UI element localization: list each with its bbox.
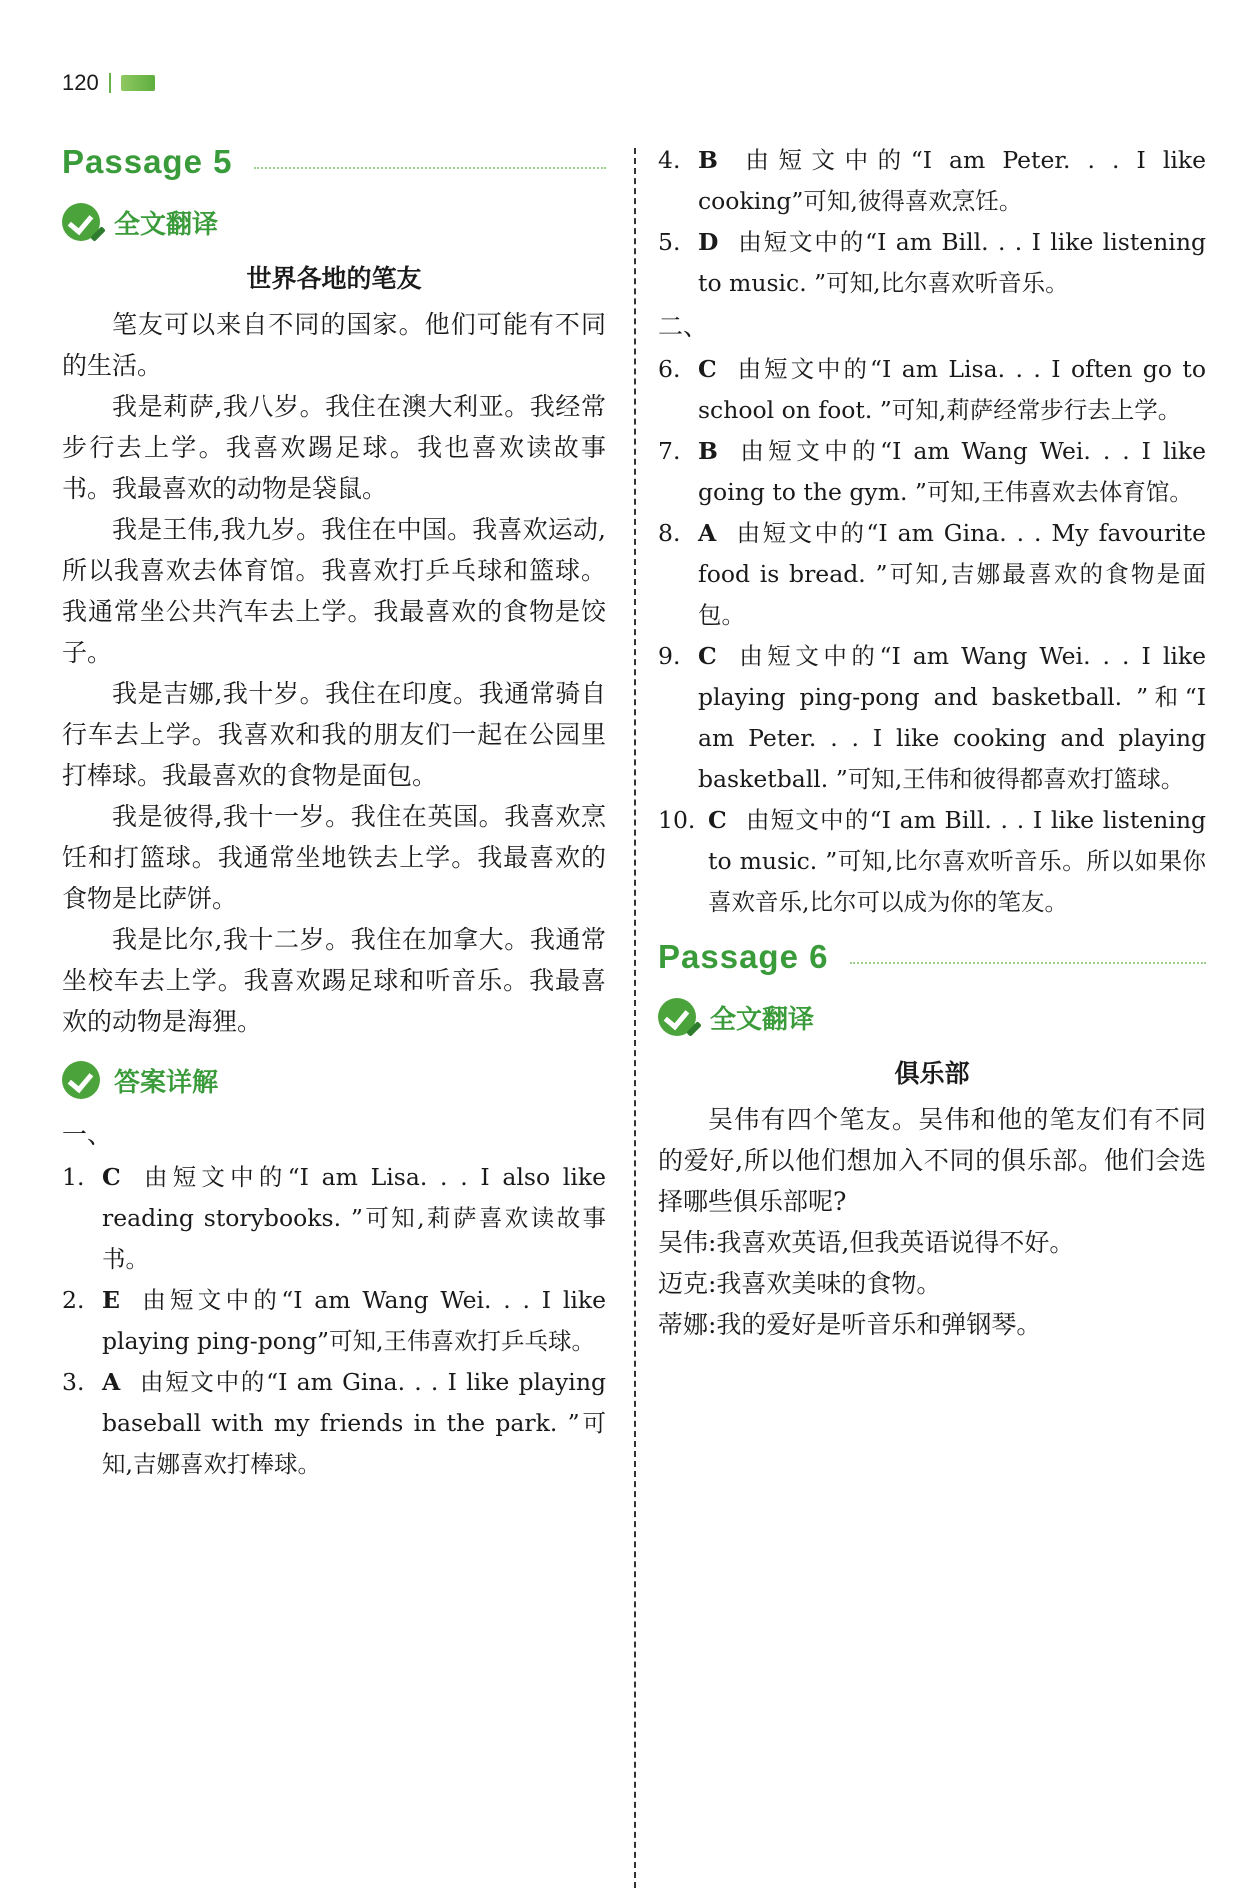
translation-section-header bbox=[62, 190, 606, 254]
answer-item bbox=[658, 222, 1206, 304]
answers-label: 答案详解 bbox=[114, 1067, 219, 1098]
answer-item bbox=[62, 1157, 606, 1280]
answer-explanation: 由短文中的“I am Wang Wei. . . I like playing ping-pong and basketball. ”和“I am Peter. . . I like cooking and playing basketball. ”可知,王伟和彼得都喜欢打篮球。 bbox=[698, 642, 1206, 793]
right-column bbox=[658, 140, 1206, 1345]
part-one-label: 一、 bbox=[62, 1120, 113, 1149]
translation-paragraph: 我是莉萨,我八岁。我住在澳大利亚。我经常步行去上学。我喜欢踢足球。我也喜欢读故事书。我最喜欢的动物是袋鼠。 bbox=[62, 392, 606, 503]
dialogue-line: 迈克:我喜欢美味的食物。 bbox=[658, 1269, 942, 1298]
passage-5-title: Passage 5 bbox=[62, 143, 233, 180]
pen-check-icon bbox=[658, 998, 696, 1036]
item-number: 6. bbox=[658, 355, 681, 383]
dotted-rule bbox=[254, 167, 606, 169]
book-logo-icon bbox=[121, 75, 155, 91]
answer-item bbox=[658, 800, 1206, 923]
item-number: 4. bbox=[658, 146, 681, 174]
answer-explanation: 由短文中的“I am Wang Wei. . . I like going to the gym. ”可知,王伟喜欢去体育馆。 bbox=[698, 437, 1206, 506]
translation-paragraph: 我是王伟,我九岁。我住在中国。我喜欢运动,所以我喜欢去体育馆。我喜欢打乒乓球和篮球。我通常坐公共汽车去上学。我最喜欢的食物是饺子。 bbox=[62, 515, 606, 667]
translation-paragraph: 我是吉娜,我十岁。我住在印度。我通常骑自行车去上学。我喜欢和我的朋友们一起在公园里打棒球。我最喜欢的食物是面包。 bbox=[62, 679, 606, 790]
translation-paragraph: 笔友可以来自不同的国家。他们可能有不同的生活。 bbox=[62, 310, 606, 380]
answer-explanation: 由短文中的“I am Bill. . . I like listening to music. ”可知,比尔喜欢听音乐。所以如果你喜欢音乐,比尔可以成为你的笔友。 bbox=[708, 806, 1206, 916]
dialogue-line: 蒂娜:我的爱好是听音乐和弹钢琴。 bbox=[658, 1310, 1042, 1339]
translation-label: 全文翻译 bbox=[710, 1004, 815, 1035]
item-number: 2. bbox=[62, 1286, 85, 1314]
page-number: 120 bbox=[62, 70, 99, 95]
answer-item bbox=[62, 1362, 606, 1485]
dialogue-line: 吴伟:我喜欢英语,但我英语说得不好。 bbox=[658, 1228, 1075, 1257]
item-number: 3. bbox=[62, 1368, 85, 1396]
part-two-label: 二、 bbox=[658, 312, 709, 341]
translation-paragraph: 我是比尔,我十二岁。我住在加拿大。我通常坐校车去上学。我喜欢踢足球和听音乐。我最喜欢的动物是海狸。 bbox=[62, 925, 606, 1036]
translation-title: 俱乐部 bbox=[894, 1059, 970, 1088]
answer-letter: C bbox=[102, 1163, 121, 1191]
answer-explanation: 由短文中的“I am Bill. . . I like listening to music. ”可知,比尔喜欢听音乐。 bbox=[698, 228, 1206, 297]
answer-letter: C bbox=[698, 355, 717, 383]
item-number: 5. bbox=[658, 228, 681, 256]
answers-section-header bbox=[62, 1048, 606, 1112]
answer-item bbox=[658, 431, 1206, 513]
answer-letter: A bbox=[102, 1368, 121, 1396]
answer-explanation: 由短文中的“I am Wang Wei. . . I like playing ping-pong”可知,王伟喜欢打乒乓球。 bbox=[102, 1286, 606, 1355]
translation-title: 世界各地的笔友 bbox=[246, 264, 422, 293]
answer-item bbox=[658, 513, 1206, 636]
answer-letter: B bbox=[698, 146, 718, 174]
answer-letter: B bbox=[698, 437, 718, 465]
answer-explanation: 由短文中的“I am Gina. . . I like playing baseball with my friends in the park. ”可知,吉娜喜欢打棒球。 bbox=[102, 1368, 606, 1478]
answer-item bbox=[658, 349, 1206, 431]
column-divider bbox=[634, 148, 636, 1888]
item-number: 7. bbox=[658, 437, 681, 465]
passage-6-title: Passage 6 bbox=[658, 938, 829, 975]
answer-item bbox=[62, 1280, 606, 1362]
answer-item bbox=[658, 140, 1206, 222]
translation-paragraph: 吴伟有四个笔友。吴伟和他的笔友们有不同的爱好,所以他们想加入不同的俱乐部。他们会选择哪些俱乐部呢? bbox=[658, 1105, 1206, 1216]
item-number: 10. bbox=[658, 806, 696, 834]
answer-letter: D bbox=[698, 228, 719, 256]
check-icon bbox=[62, 1061, 100, 1099]
passage-6-heading bbox=[658, 935, 1206, 979]
item-number: 8. bbox=[658, 519, 681, 547]
answer-letter: A bbox=[698, 519, 717, 547]
translation-label: 全文翻译 bbox=[114, 209, 219, 240]
header-divider bbox=[109, 73, 111, 93]
answer-letter: C bbox=[708, 806, 727, 834]
pen-check-icon bbox=[62, 203, 100, 241]
answer-letter: E bbox=[102, 1286, 120, 1314]
answer-letter: C bbox=[698, 642, 717, 670]
translation-section-header bbox=[658, 985, 1206, 1049]
answer-explanation: 由短文中的“I am Gina. . . My favourite food is bread. ”可知,吉娜最喜欢的食物是面包。 bbox=[698, 519, 1206, 629]
answer-explanation: 由短文中的“I am Lisa. . . I often go to school on foot. ”可知,莉萨经常步行去上学。 bbox=[698, 355, 1206, 424]
item-number: 1. bbox=[62, 1163, 85, 1191]
page-header bbox=[62, 70, 155, 96]
passage-5-heading bbox=[62, 140, 606, 184]
item-number: 9. bbox=[658, 642, 681, 670]
translation-paragraph: 我是彼得,我十一岁。我住在英国。我喜欢烹饪和打篮球。我通常坐地铁去上学。我最喜欢的食物是比萨饼。 bbox=[62, 802, 606, 913]
answer-explanation: 由短文中的“I am Peter. . . I like cooking”可知,彼得喜欢烹饪。 bbox=[698, 146, 1206, 215]
answer-explanation: 由短文中的“I am Lisa. . . I also like reading storybooks. ”可知,莉萨喜欢读故事书。 bbox=[102, 1163, 606, 1273]
dotted-rule bbox=[850, 962, 1206, 964]
left-column bbox=[62, 140, 606, 1485]
answer-item bbox=[658, 636, 1206, 800]
